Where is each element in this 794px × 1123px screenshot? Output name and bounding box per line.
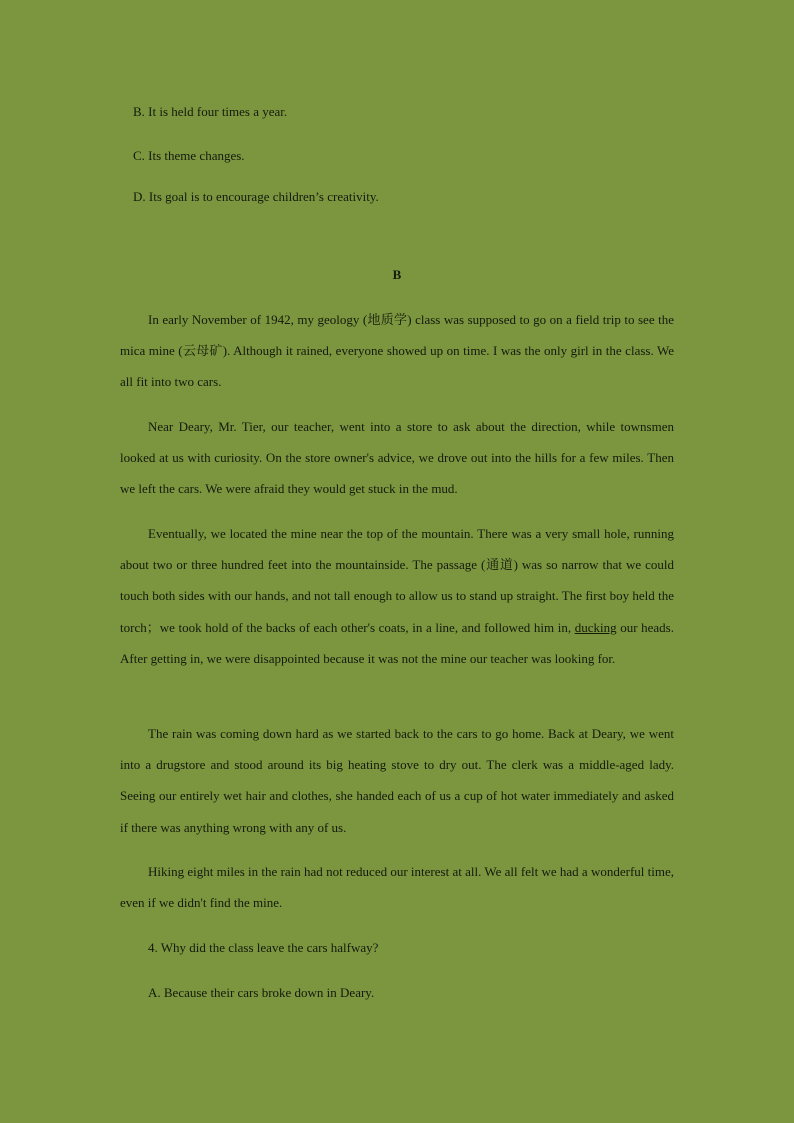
passage-paragraph-2: Near Deary, Mr. Tier, our teacher, went into a store to ask about the direction, while townsmen looked at us with curiosity. On the store owner's advice, we drove out into the hills for a few miles. Then we left the cars. We were afraid they would get stuck in the mud. <box>120 419 674 497</box>
passage-paragraph-1: In early November of 1942, my geology (地质学) class was supposed to go on a field trip to see the mica mine (云母矿). Although it rained, everyone showed up on time. I was the only girl in the class. We all fit into two cars. <box>120 312 674 390</box>
paragraph-text-after: our heads. After getting in, we were disappointed because it was not the mine our teacher was looking for. <box>120 619 674 666</box>
option-letter: D. <box>133 189 146 204</box>
passage-paragraph-3 <box>120 518 674 674</box>
option-b <box>133 104 287 120</box>
passage-paragraph-4: The rain was coming down hard as we started back to the cars to go home. Back at Deary, we went into a drugstore and stood around its big heating stove to dry out. The clerk was a middle-aged lady. Seeing our entirely wet hair and clothes, she handed each of us a cup of hot water immediately and asked if there was anything wrong with any of us. <box>120 726 674 835</box>
question-4: 4. Why did the class leave the cars halfway? <box>148 940 379 955</box>
option-letter: B. <box>133 104 145 119</box>
passage-paragraph-5: Hiking eight miles in the rain had not reduced our interest at all. We all felt we had a wonderful time, even if we didn't find the mine. <box>120 864 674 911</box>
option-text: It is held four times a year. <box>148 104 288 119</box>
section-title: B <box>392 267 402 282</box>
option-letter: C. <box>133 148 145 163</box>
option-text: Its theme changes. <box>148 148 245 163</box>
answer-option-a: A. Because their cars broke down in Deary. <box>148 985 375 1000</box>
paragraph-text-before: Eventually, we located the mine near the top of the mountain. There was a very small hole, running about two or three hundred feet into the mountainside. The passage (通道) was so narrow that we could touch both sides with our hands, and not tall enough to allow us to stand up straight. The first boy held the torch；we took hold of the backs of each other's coats, in a line, and followed him in, <box>120 526 674 635</box>
option-d <box>133 189 379 205</box>
option-c <box>133 148 245 164</box>
option-text: Its goal is to encourage children’s creativity. <box>148 189 379 204</box>
underlined-word: ducking <box>574 619 617 635</box>
